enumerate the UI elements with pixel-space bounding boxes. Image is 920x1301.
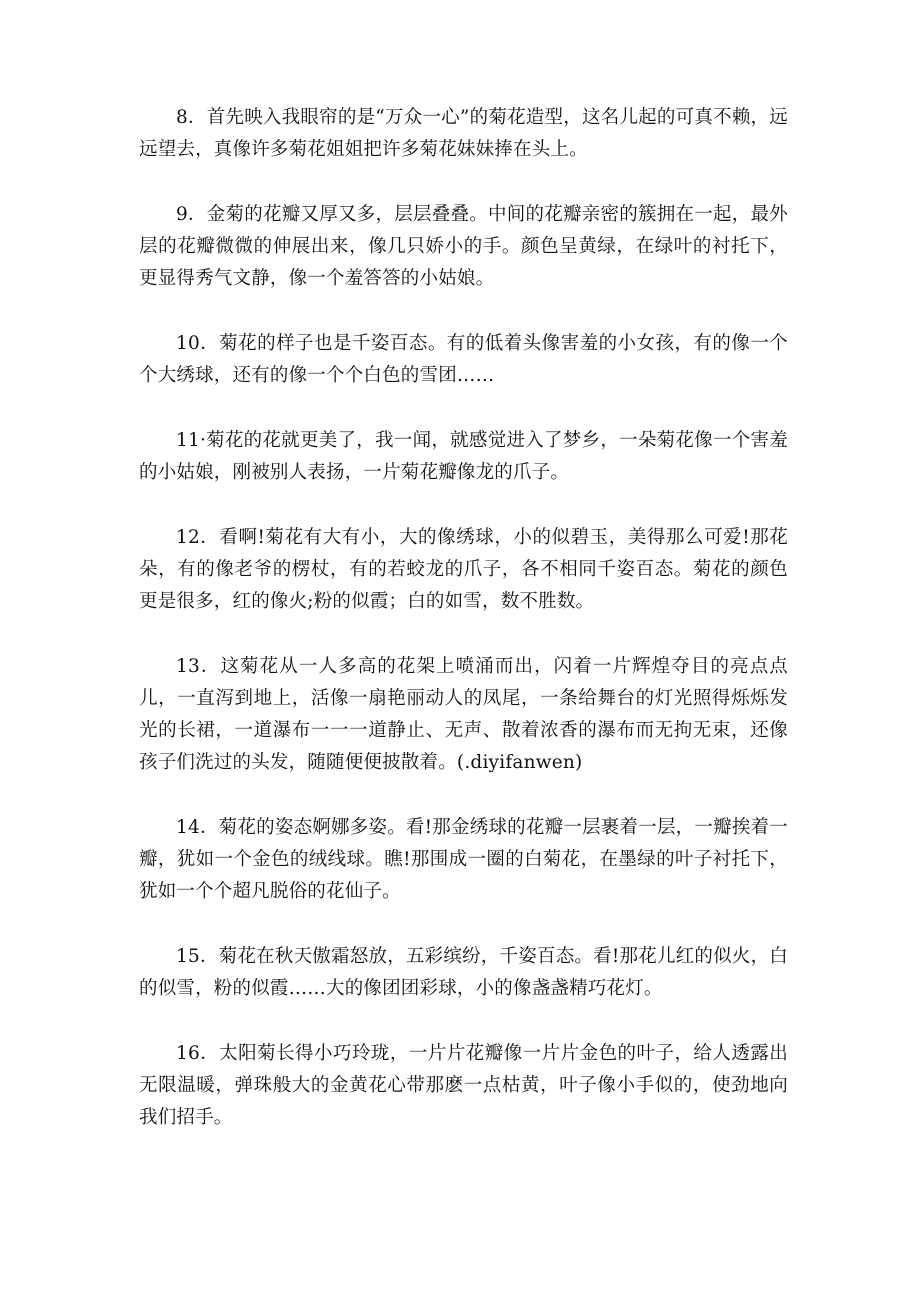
paragraph-13: 13．这菊花从一人多高的花架上喷涌而出，闪着一片辉煌夺目的亮点点儿，一直泻到地上，活像一扇艳丽动人的凤尾，一条给舞台的灯光照得烁烁发光的长裙，一道瀑布一一一道静止、无声、散着浓香的瀑布而无拘无束，还像孩子们洗过的头发，随随便便披散着。(.diyifanwen) xyxy=(139,656,788,773)
paragraph-10: 10．菊花的样子也是千姿百态。有的低着头像害羞的小女孩，有的像一个个大绣球，还有的像一个个白色的雪团…… xyxy=(139,333,788,386)
paragraph-9: 9．金菊的花瓣又厚又多，层层叠叠。中间的花瓣亲密的簇拥在一起，最外层的花瓣微微的伸展出来，像几只娇小的手。颜色呈黄绿，在绿叶的衬托下，更显得秀气文静，像一个羞答答的小姑娘。 xyxy=(139,204,788,289)
paragraph-11: 11·菊花的花就更美了，我一闻，就感觉进入了梦乡，一朵菊花像一个害羞的小姑娘，刚被别人表扬，一片菊花瓣像龙的爪子。 xyxy=(139,430,788,483)
paragraph-8: 8．首先映入我眼帘的是“万众一心”的菊花造型，这名儿起的可真不赖，远远望去，真像许多菊花姐姐把许多菊花妹妹捧在头上。 xyxy=(139,107,788,160)
paragraph-16: 16．太阳菊长得小巧玲珑，一片片花瓣像一片片金色的叶子，给人透露出无限温暖，弹珠般大的金黄花心带那麽一点枯黄，叶子像小手似的，使劲地向我们招手。 xyxy=(139,1043,788,1128)
paragraph-12: 12．看啊!菊花有大有小，大的像绣球，小的似碧玉，美得那么可爱!那花朵，有的像老爷的楞杖，有的若蛟龙的爪子，各不相同千姿百态。菊花的颜色更是很多，红的像火;粉的似霞；白的如雪，数不胜数。 xyxy=(139,527,788,612)
paragraph-15: 15．菊花在秋天傲霜怒放，五彩缤纷，千姿百态。看!那花儿红的似火，白的似雪，粉的似霞……大的像团团彩球，小的像盏盏精巧花灯。 xyxy=(139,946,788,999)
paragraph-14: 14．菊花的姿态婀娜多姿。看!那金绣球的花瓣一层裹着一层，一瓣挨着一瓣，犹如一个金色的绒线球。瞧!那围成一圈的白菊花，在墨绿的叶子衬托下，犹如一个个超凡脱俗的花仙子。 xyxy=(139,817,788,902)
